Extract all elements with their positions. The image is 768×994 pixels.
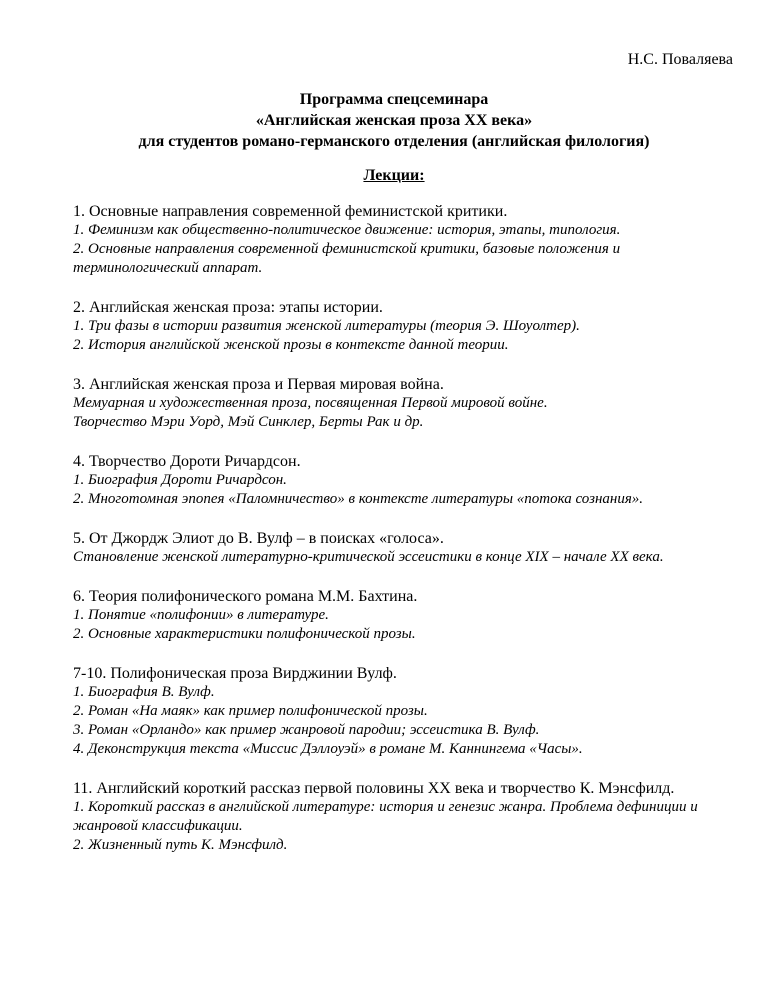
title-line-3: для студентов романо-германского отделения (английская филология) [138, 133, 650, 150]
lecture-item [73, 452, 713, 509]
lecture-topic: Становление женской литературно-критической эссеистики в конце XIX – начале XX века. [73, 549, 664, 565]
lecture-topic: 2. История английской женской прозы в контексте данной теории. [73, 337, 509, 353]
document-page [73, 0, 733, 994]
lecture-topic: 1. Короткий рассказ в английской литературе: история и генезис жанра. Проблема дефиниции и жанровой классификации. [73, 799, 698, 834]
lecture-item [73, 779, 713, 855]
lecture-topic: 4. Деконструкция текста «Миссис Дэллоуэй» в романе М. Каннингема «Часы». [73, 741, 583, 757]
lecture-item [73, 298, 713, 355]
lecture-title: 1. Основные направления современной феминистской критики. [73, 203, 508, 220]
lecture-title: 6. Теория полифонического романа М.М. Бахтина. [73, 588, 418, 605]
lecture-title: 4. Творчество Дороти Ричардсон. [73, 453, 301, 470]
program-title [73, 89, 715, 152]
lecture-item [73, 529, 713, 567]
lecture-topic: 1. Биография В. Вулф. [73, 684, 215, 700]
lecture-item [73, 587, 713, 644]
lecture-list [73, 202, 713, 875]
lecture-topic: Творчество Мэри Уорд, Мэй Синклер, Берты Рак и др. [73, 414, 424, 430]
lecture-title: 11. Английский короткий рассказ первой половины XX века и творчество К. Мэнсфилд. [73, 780, 675, 797]
lecture-item [73, 202, 713, 278]
lecture-topic: Мемуарная и художественная проза, посвященная Первой мировой войне. [73, 395, 548, 411]
lecture-topic: 1. Феминизм как общественно-политическое движение: история, этапы, типология. [73, 222, 621, 238]
title-line-2: «Английская женская проза XX века» [255, 112, 533, 129]
lecture-topic: 1. Понятие «полифонии» в литературе. [73, 607, 329, 623]
lecture-item [73, 375, 713, 432]
author-name: Н.С. Поваляева [627, 51, 733, 68]
lecture-title: 5. От Джордж Элиот до В. Вулф – в поисках «голоса». [73, 530, 444, 547]
lectures-heading: Лекции: [363, 167, 425, 184]
lecture-title: 2. Английская женская проза: этапы истории. [73, 299, 383, 316]
lecture-title: 7-10. Полифоническая проза Вирджинии Вулф. [73, 665, 397, 682]
lecture-topic: 1. Биография Дороти Ричардсон. [73, 472, 287, 488]
lecture-topic: 1. Три фазы в истории развития женской литературы (теория Э. Шоуолтер). [73, 318, 580, 334]
lecture-title: 3. Английская женская проза и Первая мировая война. [73, 376, 444, 393]
lecture-topic: 2. Роман «На маяк» как пример полифонической прозы. [73, 703, 428, 719]
lecture-topic: 2. Основные характеристики полифонической прозы. [73, 626, 416, 642]
lecture-topic: 3. Роман «Орландо» как пример жанровой пародии; эссеистика В. Вулф. [73, 722, 540, 738]
lecture-topic: 2. Многотомная эпопея «Паломничество» в контексте литературы «потока сознания». [73, 491, 644, 507]
lecture-topic: 2. Основные направления современной феминистской критики, базовые положения и терминологический аппарат. [73, 241, 621, 276]
title-line-1: Программа спецсеминара [299, 91, 489, 108]
lecture-topic: 2. Жизненный путь К. Мэнсфилд. [73, 837, 288, 853]
lecture-item [73, 664, 713, 759]
